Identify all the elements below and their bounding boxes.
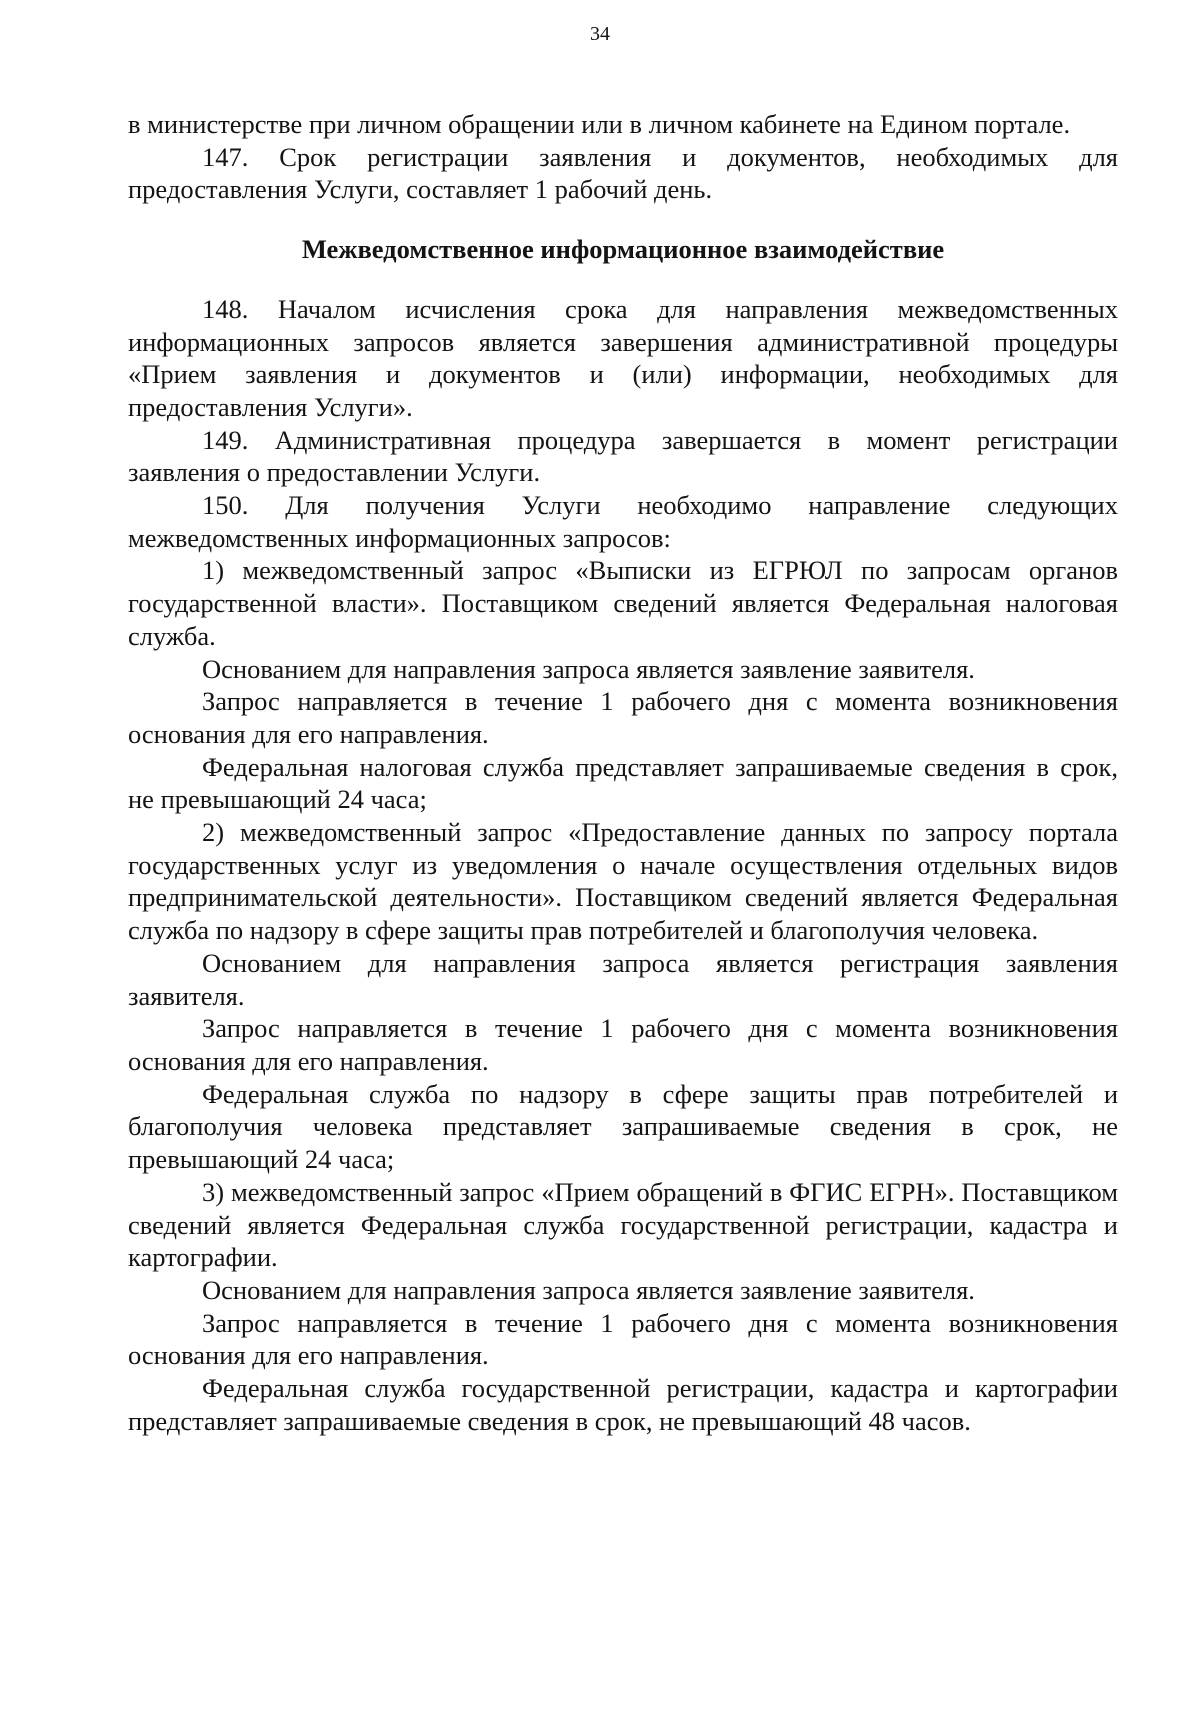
paragraph-continuation: в министерстве при личном обращении или в личном кабинете на Едином портале.	[128, 109, 1071, 139]
document-body	[128, 108, 1118, 1437]
paragraph-149: 149. Административная процедура завершается в момент регистрации заявления о предоставлении Услуги.	[128, 424, 1118, 488]
paragraph-timing-3: Запрос направляется в течение 1 рабочего дня с момента возникновения основания для его направления.	[128, 1307, 1118, 1371]
paragraph-147: 147. Срок регистрации заявления и документов, необходимых для предоставления Услуги, составляет 1 рабочий день.	[128, 141, 1118, 205]
section-heading: Межведомственное информационное взаимодействие	[301, 234, 945, 265]
paragraph-basis-3: Основанием для направления запроса является заявление заявителя.	[202, 1274, 975, 1305]
paragraph-basis-2: Основанием для направления запроса является регистрация заявления заявителя.	[128, 947, 1118, 1011]
paragraph-response-1: Федеральная налоговая служба представляет запрашиваемые сведения в срок, не превышающий 24 часа;	[128, 751, 1118, 815]
paragraph-basis-1: Основанием для направления запроса является заявление заявителя.	[202, 653, 975, 684]
paragraph-150: 150. Для получения Услуги необходимо направление следующих межведомственных информационных запросов:	[128, 490, 1118, 553]
list-item-2: 2) межведомственный запрос «Предоставление данных по запросу портала государственных услуг из уведомления о начале осуществления отдельных видов предпринимательской деятельности». Поставщиком сведений является Федеральная служба по надзору в сфере защиты прав потребителей и благополучия человека.	[128, 817, 1118, 946]
paragraph-timing-2: Запрос направляется в течение 1 рабочего дня с момента возникновения основания для его направления.	[128, 1013, 1118, 1076]
list-item-1: 1) межведомственный запрос «Выписки из ЕГРЮЛ по запросам органов государственной власти». Поставщиком сведений является Федеральная налоговая служба.	[128, 555, 1118, 651]
list-item-3: 3) межведомственный запрос «Прием обращений в ФГИС ЕГРН». Поставщиком сведений является Федеральная служба государственной регистрации, кадастра и картографии.	[128, 1176, 1118, 1273]
paragraph-response-3: Федеральная служба государственной регистрации, кадастра и картографии представляет запрашиваемые сведения в срок, не превышающий 48 часов.	[128, 1373, 1118, 1436]
paragraph-timing-1: Запрос направляется в течение 1 рабочего дня с момента возникновения основания для его направления.	[128, 686, 1118, 749]
page-number: 34	[590, 23, 610, 45]
paragraph-response-2: Федеральная служба по надзору в сфере защиты прав потребителей и благополучия человека представляет запрашиваемые сведения в срок, не превышающий 24 часа;	[128, 1078, 1118, 1175]
paragraph-148: 148. Началом исчисления срока для направления межведомственных информационных запросов является завершения административной процедуры «Прием заявления и документов и (или) информации, необходимых для предоставления Услуги».	[128, 293, 1118, 422]
